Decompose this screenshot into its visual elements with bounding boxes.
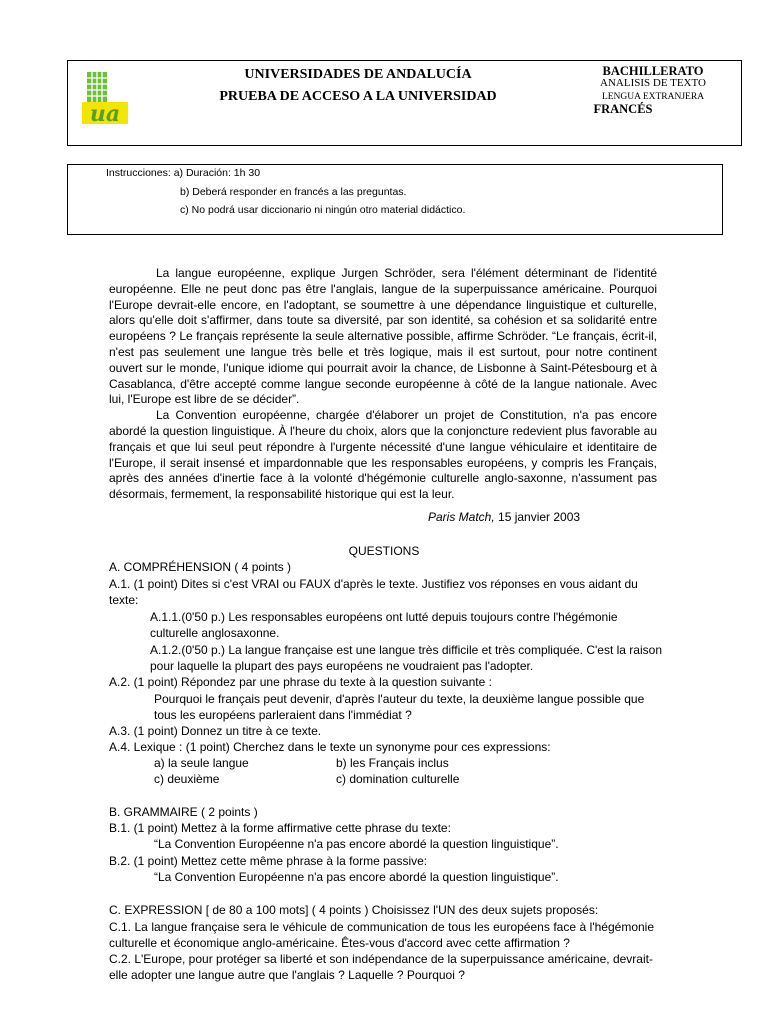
instruction-1: Instrucciones: a) Duración: 1h 30 — [106, 167, 261, 179]
header-level: BACHILLERATO — [602, 64, 704, 78]
instruction-3: c) No podrá usar diccionario ni ningún otro material didáctico. — [180, 204, 466, 216]
section-b-heading: B. GRAMMAIRE ( 2 points ) — [109, 805, 258, 819]
instruction-2: b) Deberá responder en francés a las preguntas. — [180, 186, 407, 198]
questions-title: QUESTIONS — [348, 544, 420, 558]
header-subject: LENGUA EXTRANJERA — [601, 92, 705, 102]
header-box — [67, 60, 742, 146]
article-paragraph-2: La Convention européenne, chargée d'élaborer un projet de Constitution, n'a pas encore abordé la question linguistique. À l'heure du choix, alors que la conjoncture redevient plus favorable au français et que lui seul peut répondre à l'urgente nécessité d'une langue véhiculaire et identitaire de l'Europe, il serait insensé et impardonnable que les responsables européens, y compris les Français, après des années d'inertie face à la volonté d'hégémonie culturelle anglo-saxonne, n'assument pas désormais, fermement, la responsabilité historique qui est la leur. — [109, 408, 657, 502]
question-b2: B.2. (1 point) Mettez cette même phrase à la forme passive: — [109, 854, 428, 868]
question-c2: C.2. L'Europe, pour protéger sa liberté et son indépendance de la superpuissance américaine, devrait-elle adopter une langue autre que l'anglais ? Laquelle ? Pourquoi ? — [109, 952, 653, 982]
question-a1: A.1. (1 point) Dites si c'est VRAI ou FAUX d'après le texte. Justifiez vos réponses en vous aidant du texte: — [109, 577, 638, 607]
section-a-heading: A. COMPRÉHENSION ( 4 points ) — [109, 560, 292, 574]
university-logo — [81, 70, 129, 125]
source-citation — [428, 510, 580, 524]
question-b1-sentence: “La Convention Européenne n'a pas encore abordé la question linguistique”. — [154, 837, 559, 851]
section-c-heading: C. EXPRESSION [ de 80 a 100 mots] ( 4 points ) Choisissez l'UN des deux sujets proposés: — [109, 903, 599, 917]
lexique-c: c) deuxième — [154, 772, 220, 786]
article-paragraph-1: La langue européenne, explique Jurgen Schröder, sera l'élément déterminant de l'identité européenne. Elle ne peut donc pas être l'anglais, langue de la superpuissance américaine. Pourquoi l'Europe devrait-elle encore, en l'adoptant, se soumettre à une dépendance linguistique et culturelle, alors qu'elle doit s'affirmer, dans toute sa diversité, par son identité, sa cohésion et sa solidarité entre européens ? Le français représente la seule alternative possible, affirme Schröder. “Le français, écrit-il, n'est pas seulement une langue très belle et très logique, mais il est surtout, pour notre continent ouvert sur le monde, l'unique idiome qui pourrait avoir la chance, de Lisbonne à Saint-Pétesbourg et à Casablanca, d'être accepté comme langue seconde européenne à côté de la langue nationale. Avec lui, l'Europe est libre de se décider”. — [109, 266, 657, 407]
logo-text: ua — [89, 101, 121, 125]
source-date: 15 janvier 2003 — [494, 510, 581, 524]
header-language: FRANCÉS — [593, 102, 653, 116]
question-a2: A.2. (1 point) Répondez par une phrase du texte à la question suivante : — [109, 675, 492, 689]
lexique-b: b) les Français inclus — [336, 756, 449, 770]
lexique-a: a) la seule langue — [154, 756, 249, 770]
question-a2-text: Pourquoi le français peut devenir, d'après l'auteur du texte, la deuxième langue possible que tous les européens parleraient dans l'immédiat ? — [154, 692, 645, 722]
source-name: Paris Match, — [428, 510, 495, 524]
question-a1-1: A.1.1.(0'50 p.) Les responsables européens ont lutté depuis toujours contre l'hégémonie culturelle anglosaxonne. — [150, 610, 618, 640]
header-title-1: UNIVERSIDADES DE ANDALUCÍA — [244, 67, 472, 82]
instructions-box — [67, 164, 723, 235]
question-a3: A.3. (1 point) Donnez un titre à ce texte. — [109, 724, 322, 738]
question-b2-sentence: “La Convention Européenne n'a pas encore abordé la question linguistique”. — [154, 870, 559, 884]
header-exam-type: ANALISIS DE TEXTO — [600, 77, 706, 89]
article-text — [109, 266, 657, 503]
question-b1: B.1. (1 point) Mettez à la forme affirmative cette phrase du texte: — [109, 821, 451, 835]
lexique-d: c) domination culturelle — [336, 772, 460, 786]
question-c1: C.1. La langue française sera le véhicule de communication de tous les européens face à l'hégémonie culturelle et économique anglo-américaine. Êtes-vous d'accord avec cette affirmation ? — [109, 920, 654, 950]
header-title-2: PRUEBA DE ACCESO A LA UNIVERSIDAD — [219, 89, 497, 104]
question-a4: A.4. Lexique : (1 point) Cherchez dans le texte un synonyme pour ces expressions: — [109, 740, 551, 754]
question-a1-2: A.1.2.(0'50 p.) La langue française est une langue très difficile et très compliquée. C'est la raison pour laquelle la plupart des pays européens ne voudraient pas l'adopter. — [150, 643, 662, 673]
